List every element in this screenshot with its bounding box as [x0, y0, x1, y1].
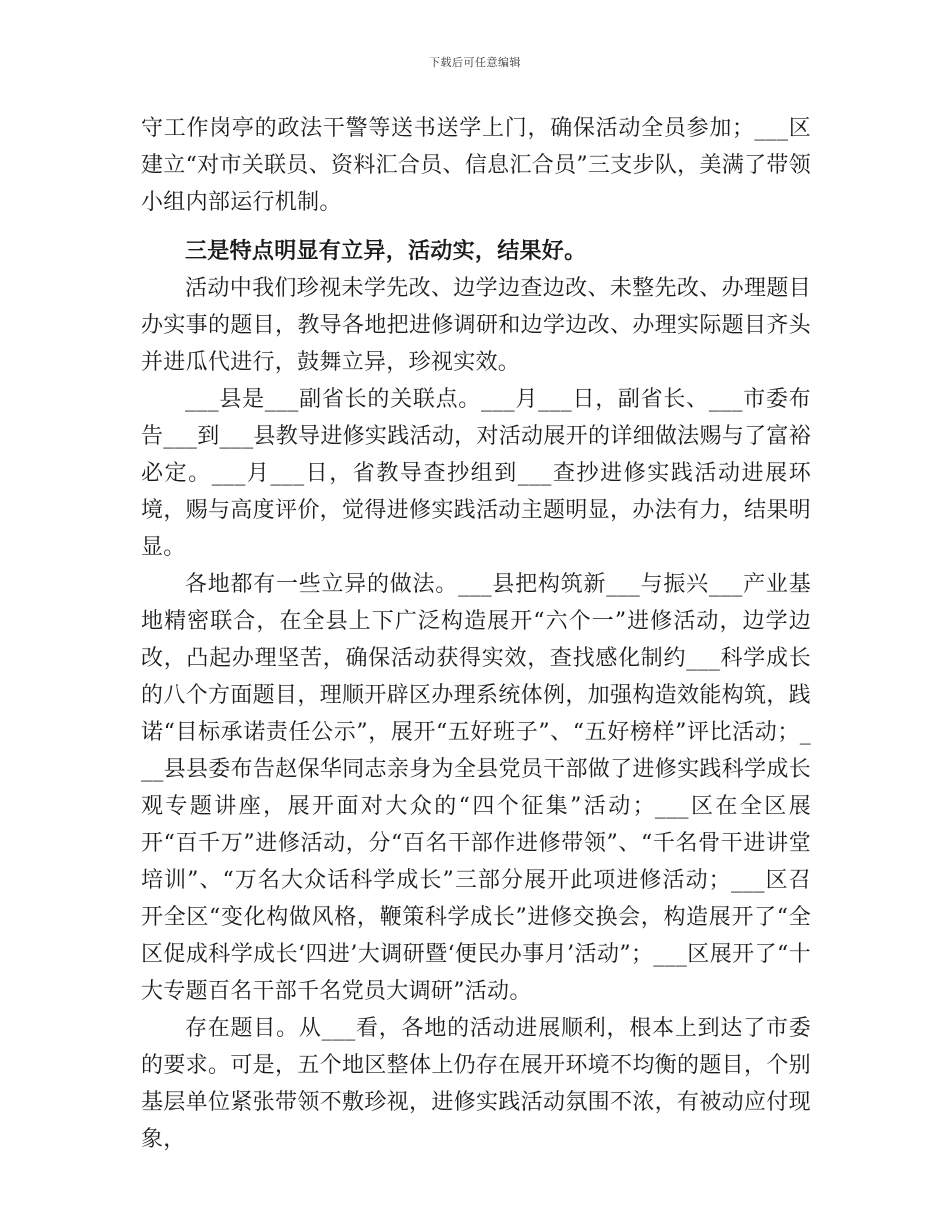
section-heading: 三是特点明显有立异，活动实，结果好。	[185, 238, 587, 264]
paragraph-continuation: 守工作岗亭的政法干警等送书送学上门，确保活动全员参加；___区建立“对市关联员、资料汇合员、信息汇合员”三支步队，美满了带领小组内部运行机制。	[141, 116, 811, 215]
paragraph-county-visit: ___县是___副省长的关联点。___月___日，副省长、___市委布告___到___县教导进修实践活动，对活动展开的详细做法赐与了富裕必定。___月___日，省教导查抄组到___查抄进修实践活动进展环境，赐与高度评价，觉得进修实践活动主题明显，办法有力，结果明显。	[141, 387, 811, 560]
paragraph-activity-focus: 活动中我们珍视未学先改、边学边查边改、未整先改、办理题目办实事的题目，教导各地把进修调研和边学边改、办理实际题目齐头并进瓜代进行，鼓舞立异，珍视实效。	[141, 276, 811, 375]
paragraph-innovations: 各地都有一些立异的做法。___县把构筑新___与振兴___产业基地精密联合，在全县上下广泛构造展开“六个一”进修活动，边学边改，凸起办理坚苦，确保活动获得实效，查找感化制约___科学成长的八个方面题目，理顺开辟区办理系统体例，加强构造效能构筑，践诺“目标承诺责任公示”，展开“五好班子”、“五好榜样”评比活动；___县县委布告赵保华同志亲身为全县党员干部做了进修实践科学成长观专题讲座，展开面对大众的“四个征集”活动；___区在全区展开“百千万”进修活动，分“百名干部作进修带领”、“千名骨干进讲堂培训”、“万名大众话科学成长”三部分展开此项进修活动；___区召开全区“变化构做风格，鞭策科学成长”进修交换会，构造展开了“全区促成科学成长‘四进’大调研暨‘便民办事月’活动”；___区展开了“十大专题百名干部千名党员大调研”活动。	[141, 572, 811, 1004]
document-body	[141, 110, 811, 1158]
paragraph-problems: 存在题目。从___看，各地的活动进展顺利，根本上到达了市委的要求。可是，五个地区整体上仍存在展开环境不均衡的题目，个别基层单位紧张带领不敷珍视，进修实践活动氛围不浓，有被动应付现象，	[141, 1016, 811, 1152]
page-header-note: 下载后可任意编辑	[429, 56, 521, 69]
